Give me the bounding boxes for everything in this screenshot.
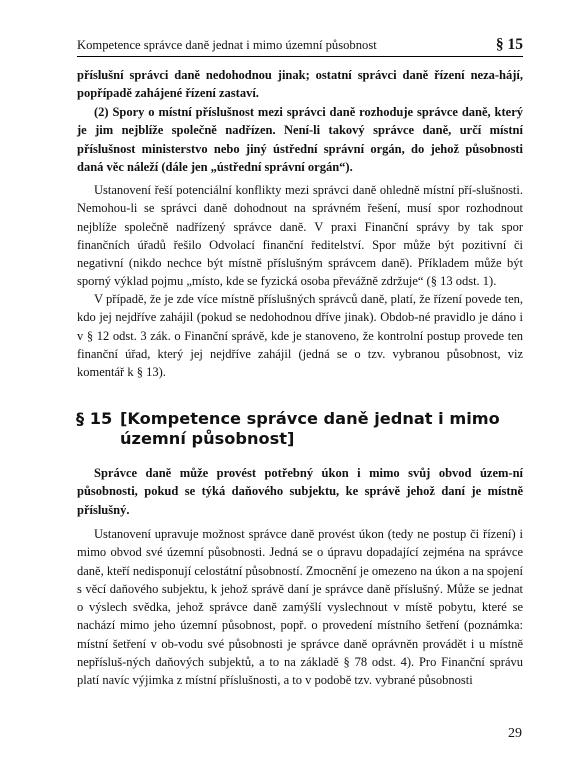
section-law-text: Správce daně může provést potřebný úkon i mimo svůj obvod územ-ní působnosti, pokud se týká daňového subjektu, ke správě jehož daní je místně příslušný. (77, 466, 523, 517)
page-number: 29 (508, 726, 522, 741)
commentary-paragraph: V případě, že je zde více místně příslušných správců daně, platí, že řízení povede ten, kdo jej nejdříve zahájil (pokud se nedohodnou dříve jinak). Obdob-né pravidlo je dáno i v § 12 odst. 3 zák. o Finanční správě, kde je stanoveno, že kontrolní postup provede ten finanční úřad, který jej nejdříve zahájil (jedná se o tzv. vybranou působnost, viz komentář k § 13). (77, 292, 523, 380)
commentary-paragraph: Ustanovení řeší potenciální konflikty mezi správci daně ohledně místní pří-slušnosti. Nemohou-li se správci daně dohodnout na správném řešení, musí spor rozhodnout nejblíže společně nadřízený správce daně. V praxi Finanční správy by tak spor finančních úřadů řešilo Odvolací finanční ředitelství. Spor může být pozitivní či negativní (nikdo nechce být místně příslušným správcem daně). Příkladem může být sporný výklad pojmu „místo, kde se fyzická osoba převážně zdržuje“ (§ 13 odst. 1). (77, 183, 523, 289)
section-heading (76, 409, 522, 448)
law-text-continued: příslušní správci daně nedohodnou jinak; ostatní správci daně řízení neza-hájí, popřípadě zahájené řízení zastaví. (77, 68, 523, 101)
section-mark: § 15 (495, 36, 523, 53)
running-title: Kompetence správce daně jednat i mimo územní působnost (77, 38, 377, 52)
running-header (77, 36, 523, 57)
section-number: § 15 (76, 409, 113, 428)
section-title: [Kompetence správce daně jednat i mimo územní působnost] (120, 409, 500, 448)
law-paragraph-2: (2) Spory o místní příslušnost mezi správci daně rozhoduje správce daně, který je jim nejblíže společně nadřízen. Není-li takový správce daně, určí místní příslušnost ministerstvo nebo jiný ústřední správní orgán, do jehož působnosti daná věc náleží (dále jen „ústřední správní orgán“). (77, 105, 523, 174)
section-commentary: Ustanovení upravuje možnost správce daně provést úkon (tedy ne postup či řízení) i mimo obvod své územní působnosti. Jedná se o úpravu dopadající zejména na správce daně, kteří nedisponují celostátní působností. Zmocnění je omezeno na úkon a na spojení s věcí daňového subjektu, k jehož správě daní je správce daně příslušný. Může se jednat o výslech svědka, jehož správce daně zamýšlí vyslechnout v místě pobytu, které se nachází mimo jeho územní působnost, popř. o provedení místního šetření (poznámka: místní šetření v ob-vodu své působnosti je správce daně oprávněn provádět i u místně nepřísluš-ných daňových subjektů, a to na základě § 78 odst. 4). Pro Finanční správu platí navíc výjimka z místní příslušnosti, a to v podobě tzv. vybrané působnosti (77, 527, 523, 688)
